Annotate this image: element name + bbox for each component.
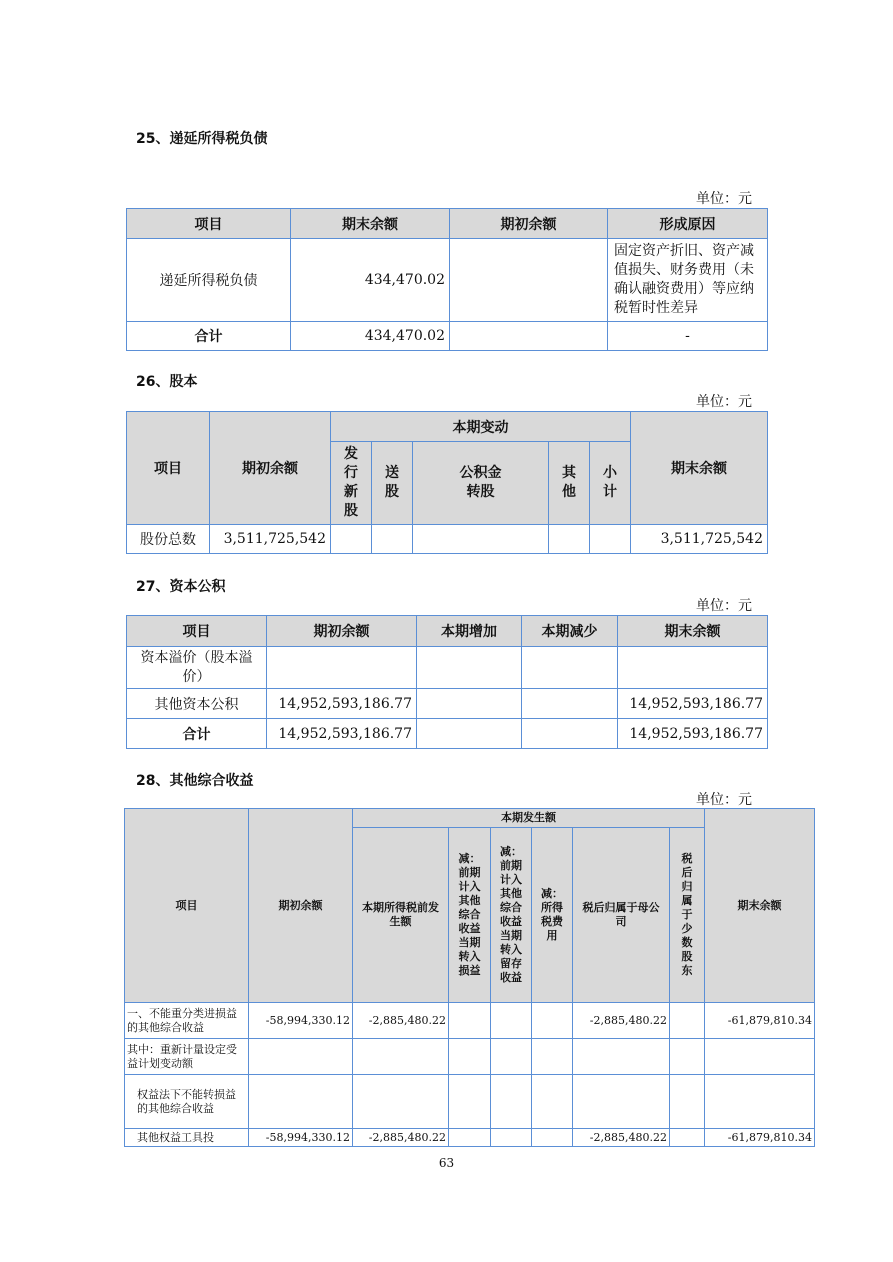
row-begin bbox=[249, 1039, 353, 1075]
row-end: 434,470.02 bbox=[291, 239, 450, 322]
row-issue bbox=[331, 525, 372, 554]
row-less-prev-pl bbox=[449, 1003, 491, 1039]
row-bonus bbox=[372, 525, 413, 554]
header-begin-balance: 期初余额 bbox=[210, 412, 331, 525]
unit-label: 单位：元 bbox=[696, 394, 752, 410]
row-reason: 固定资产折旧、资产减值损失、财务费用（未确认融资费用）等应纳税暂时性差异 bbox=[608, 239, 768, 322]
section-28-title: 28、其他综合收益 bbox=[136, 773, 254, 789]
table-row bbox=[127, 525, 768, 554]
row-end: 3,511,725,542 bbox=[631, 525, 768, 554]
row-subtotal bbox=[590, 525, 631, 554]
header-decrease: 本期减少 bbox=[522, 616, 618, 647]
total-decrease bbox=[522, 719, 618, 749]
row-minority bbox=[670, 1003, 705, 1039]
header-parent: 税后归属于母公司 bbox=[573, 828, 670, 1003]
table-total-row bbox=[127, 322, 768, 351]
row-end: -61,879,810.34 bbox=[705, 1129, 815, 1147]
total-begin: 14,952,593,186.77 bbox=[267, 719, 417, 749]
row-less-prev-pl bbox=[449, 1129, 491, 1147]
unit-label: 单位：元 bbox=[696, 191, 752, 207]
table-header-row bbox=[127, 209, 768, 239]
header-period-change: 本期变动 bbox=[331, 412, 631, 442]
total-begin bbox=[450, 322, 608, 351]
table-row bbox=[125, 1039, 815, 1075]
row-end bbox=[705, 1075, 815, 1129]
header-item: 项目 bbox=[125, 809, 249, 1003]
header-pretax: 本期所得税前发生额 bbox=[353, 828, 449, 1003]
row-increase bbox=[417, 689, 522, 719]
header-begin-balance: 期初余额 bbox=[450, 209, 608, 239]
row-parent: -2,885,480.22 bbox=[573, 1129, 670, 1147]
header-end-balance: 期末余额 bbox=[291, 209, 450, 239]
capital-reserve-table bbox=[126, 615, 768, 749]
row-less-tax bbox=[532, 1129, 573, 1147]
row-other bbox=[549, 525, 590, 554]
row-item: 权益法下不能转损益的其他综合收益 bbox=[125, 1075, 249, 1129]
table-row bbox=[125, 1075, 815, 1129]
row-less-prev-re bbox=[491, 1129, 532, 1147]
row-begin bbox=[249, 1075, 353, 1129]
row-parent: -2,885,480.22 bbox=[573, 1003, 670, 1039]
header-less-prev-pl: 减：前期计入其他综合收益当期转入损益 bbox=[449, 828, 491, 1003]
header-begin-balance: 期初余额 bbox=[267, 616, 417, 647]
row-less-prev-re bbox=[491, 1003, 532, 1039]
row-less-prev-pl bbox=[449, 1039, 491, 1075]
table-row bbox=[125, 1129, 815, 1147]
row-begin: 14,952,593,186.77 bbox=[267, 689, 417, 719]
unit-label: 单位：元 bbox=[696, 598, 752, 614]
row-begin: 3,511,725,542 bbox=[210, 525, 331, 554]
row-begin: -58,994,330.12 bbox=[249, 1003, 353, 1039]
section-27-title: 27、资本公积 bbox=[136, 579, 226, 595]
table-header-row bbox=[127, 412, 768, 442]
header-issue: 发行新股 bbox=[331, 442, 372, 525]
row-end: 14,952,593,186.77 bbox=[618, 689, 768, 719]
row-minority bbox=[670, 1075, 705, 1129]
table-header-row bbox=[125, 809, 815, 828]
header-minority: 税后归属于少数股东 bbox=[670, 828, 705, 1003]
header-end-balance: 期末余额 bbox=[618, 616, 768, 647]
section-26-title: 26、股本 bbox=[136, 374, 198, 390]
total-reason: - bbox=[608, 322, 768, 351]
header-item: 项目 bbox=[127, 209, 291, 239]
row-item: 一、不能重分类进损益的其他综合收益 bbox=[125, 1003, 249, 1039]
share-capital-table bbox=[126, 411, 768, 554]
header-begin-balance: 期初余额 bbox=[249, 809, 353, 1003]
header-subtotal: 小计 bbox=[590, 442, 631, 525]
page-number: 63 bbox=[438, 1156, 455, 1170]
table-row bbox=[127, 689, 768, 719]
total-end: 14,952,593,186.77 bbox=[618, 719, 768, 749]
row-item: 递延所得税负债 bbox=[127, 239, 291, 322]
row-decrease bbox=[522, 647, 618, 689]
row-begin bbox=[267, 647, 417, 689]
table-total-row bbox=[127, 719, 768, 749]
header-end-balance: 期末余额 bbox=[631, 412, 768, 525]
header-end-balance: 期末余额 bbox=[705, 809, 815, 1003]
table-row bbox=[127, 647, 768, 689]
row-parent bbox=[573, 1039, 670, 1075]
header-reason: 形成原因 bbox=[608, 209, 768, 239]
deferred-tax-table bbox=[126, 208, 768, 351]
row-pretax: -2,885,480.22 bbox=[353, 1003, 449, 1039]
row-minority bbox=[670, 1039, 705, 1075]
header-less-tax: 减：所得税费用 bbox=[532, 828, 573, 1003]
header-bonus: 送股 bbox=[372, 442, 413, 525]
row-item: 资本溢价（股本溢价） bbox=[127, 647, 267, 689]
row-pretax: -2,885,480.22 bbox=[353, 1129, 449, 1147]
header-less-prev-re: 减：前期计入其他综合收益当期转入留存收益 bbox=[491, 828, 532, 1003]
row-less-prev-re bbox=[491, 1039, 532, 1075]
header-reserve: 公积金转股 bbox=[413, 442, 549, 525]
row-item: 其他资本公积 bbox=[127, 689, 267, 719]
section-25-title: 25、递延所得税负债 bbox=[136, 131, 268, 147]
row-minority bbox=[670, 1129, 705, 1147]
row-less-tax bbox=[532, 1075, 573, 1129]
row-begin: -58,994,330.12 bbox=[249, 1129, 353, 1147]
row-reserve bbox=[413, 525, 549, 554]
table-header-row bbox=[127, 616, 768, 647]
header-item: 项目 bbox=[127, 616, 267, 647]
header-period-amount: 本期发生额 bbox=[353, 809, 705, 828]
header-increase: 本期增加 bbox=[417, 616, 522, 647]
total-end: 434,470.02 bbox=[291, 322, 450, 351]
row-item: 其中：重新计量设定受益计划变动额 bbox=[125, 1039, 249, 1075]
row-pretax bbox=[353, 1075, 449, 1129]
row-item: 股份总数 bbox=[127, 525, 210, 554]
total-label: 合计 bbox=[127, 322, 291, 351]
row-parent bbox=[573, 1075, 670, 1129]
row-item: 其他权益工具投 bbox=[125, 1129, 249, 1147]
row-less-prev-pl bbox=[449, 1075, 491, 1129]
row-less-tax bbox=[532, 1003, 573, 1039]
row-end bbox=[705, 1039, 815, 1075]
header-item: 项目 bbox=[127, 412, 210, 525]
row-less-prev-re bbox=[491, 1075, 532, 1129]
row-pretax bbox=[353, 1039, 449, 1075]
row-decrease bbox=[522, 689, 618, 719]
total-increase bbox=[417, 719, 522, 749]
header-other: 其他 bbox=[549, 442, 590, 525]
row-less-tax bbox=[532, 1039, 573, 1075]
oci-table bbox=[124, 808, 815, 1147]
row-increase bbox=[417, 647, 522, 689]
total-label: 合计 bbox=[127, 719, 267, 749]
row-end bbox=[618, 647, 768, 689]
table-row bbox=[125, 1003, 815, 1039]
row-end: -61,879,810.34 bbox=[705, 1003, 815, 1039]
unit-label: 单位：元 bbox=[696, 792, 752, 808]
table-row bbox=[127, 239, 768, 322]
row-begin bbox=[450, 239, 608, 322]
